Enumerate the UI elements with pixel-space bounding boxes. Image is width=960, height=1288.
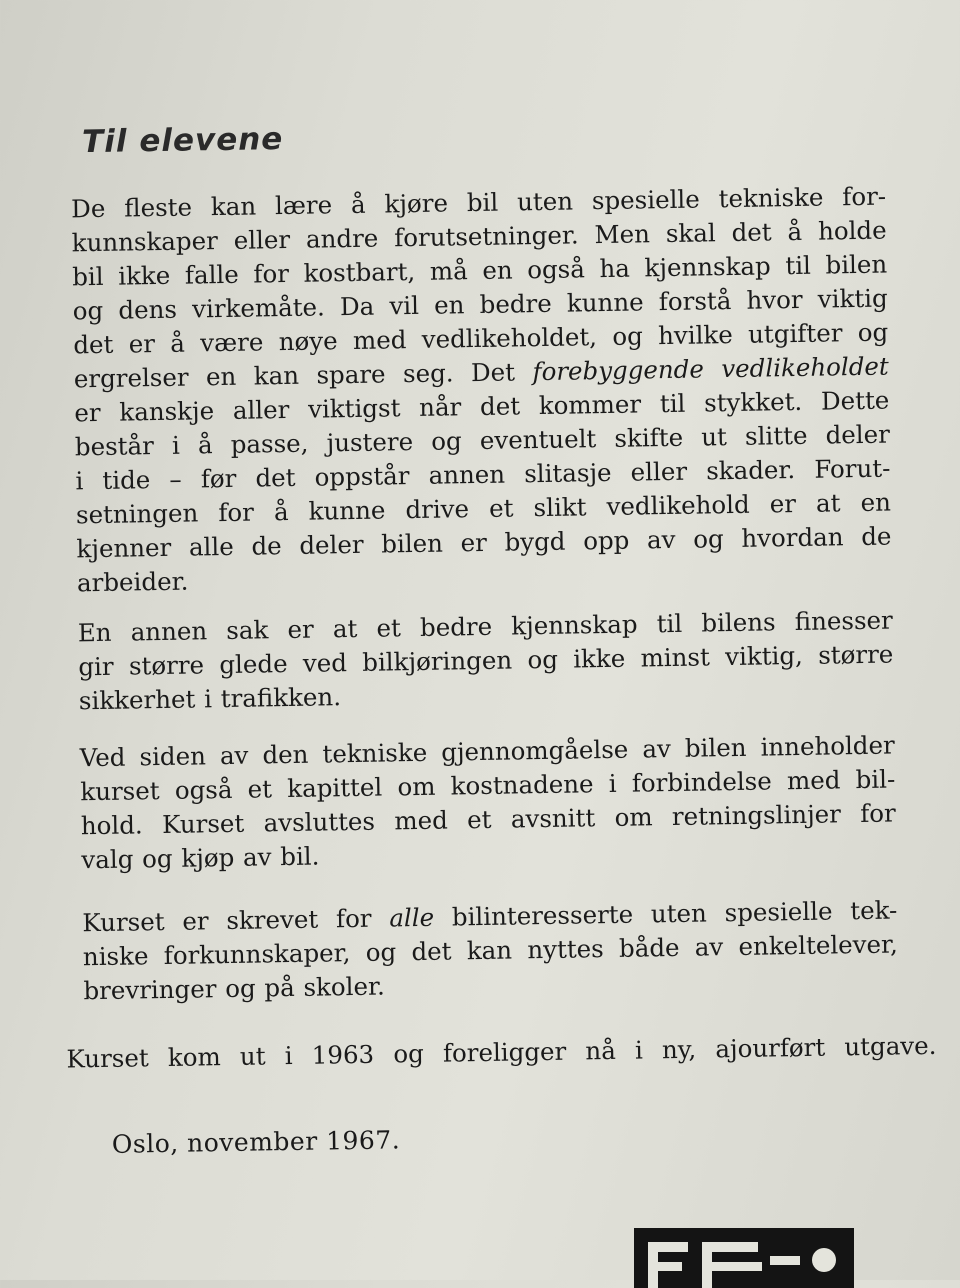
text-line: valg og kjøp av bil. [81,841,320,875]
text-line: De fleste kan lære å kjøre bil uten spesielle tekniske for- [70,181,887,224]
text-line: setningen for å kunne drive et slikt vedlikehold er at en [75,487,892,530]
text-line: består i å passe, justere og eventuelt skifte ut slitte deler [74,419,891,462]
emphasized-term: forebyggende vedlikeholdet [532,351,889,387]
text-line: arbeider. [76,566,189,598]
paragraph-1 [71,180,892,601]
paragraph-3 [80,729,897,878]
emphasized-term: alle [389,902,435,933]
signoff-date: Oslo, november 1967. [111,1125,401,1159]
text-line: kjenner alle de deler bilen er bygd opp av og hvordan de [76,521,892,564]
text-line: Ved siden av den tekniske gjennomgåelse av bilen inneholder [79,730,895,773]
paragraph-2 [78,604,895,719]
text-line: kurset også et kapittel om kostnadene i forbindelse med bil- [80,764,896,807]
text-line: brevringer og på skoler. [83,971,386,1006]
paragraph-5 [66,1029,936,1077]
text-line: bil ikke falle for kostbart, må en også ha kjennskap til bilen [72,249,888,292]
text-line: det er å være nøye med vedlikeholdet, og hvilke utgifter og [73,317,889,360]
text-line: kunnskaper eller andre forutsetninger. Men skal det å holde [71,215,887,258]
text-line: Kurset kom ut i 1963 og foreligger nå i ny, ajourført utgave. [66,1030,937,1074]
text-line: og dens virkemåte. Da vil en bedre kunne forstå hvor viktig [72,283,888,326]
logo-mark [634,1228,854,1288]
paragraph-4 [82,893,899,1008]
text-line: hold. Kurset avsluttes med et avsnitt om retningslinjer for [80,798,896,841]
text-segment: Kurset er skrevet for [82,903,390,938]
text-segment: bilinteresserte uten spesielle tek- [433,895,898,932]
text-line: gir større glede ved bilkjøringen og ikke minst viktig, større [78,639,894,682]
text-segment: ergrelser en kan spare seg. Det [73,357,533,394]
page-heading: Til elevene [81,121,284,161]
text-line: En annen sak er at et bedre kjennskap til bilens finesser [77,605,893,648]
fb-publisher-logo-icon [634,1228,854,1288]
text-line: er kanskje aller viktigst når det kommer til stykket. Dette [74,385,890,428]
text-line: sikkerhet i trafikken. [78,682,342,716]
text-line: i tide – før det oppstår annen slitasje eller skader. Forut- [75,453,891,496]
text-line: niske forkunnskaper, og det kan nyttes både av enkeltelever, [82,929,899,972]
